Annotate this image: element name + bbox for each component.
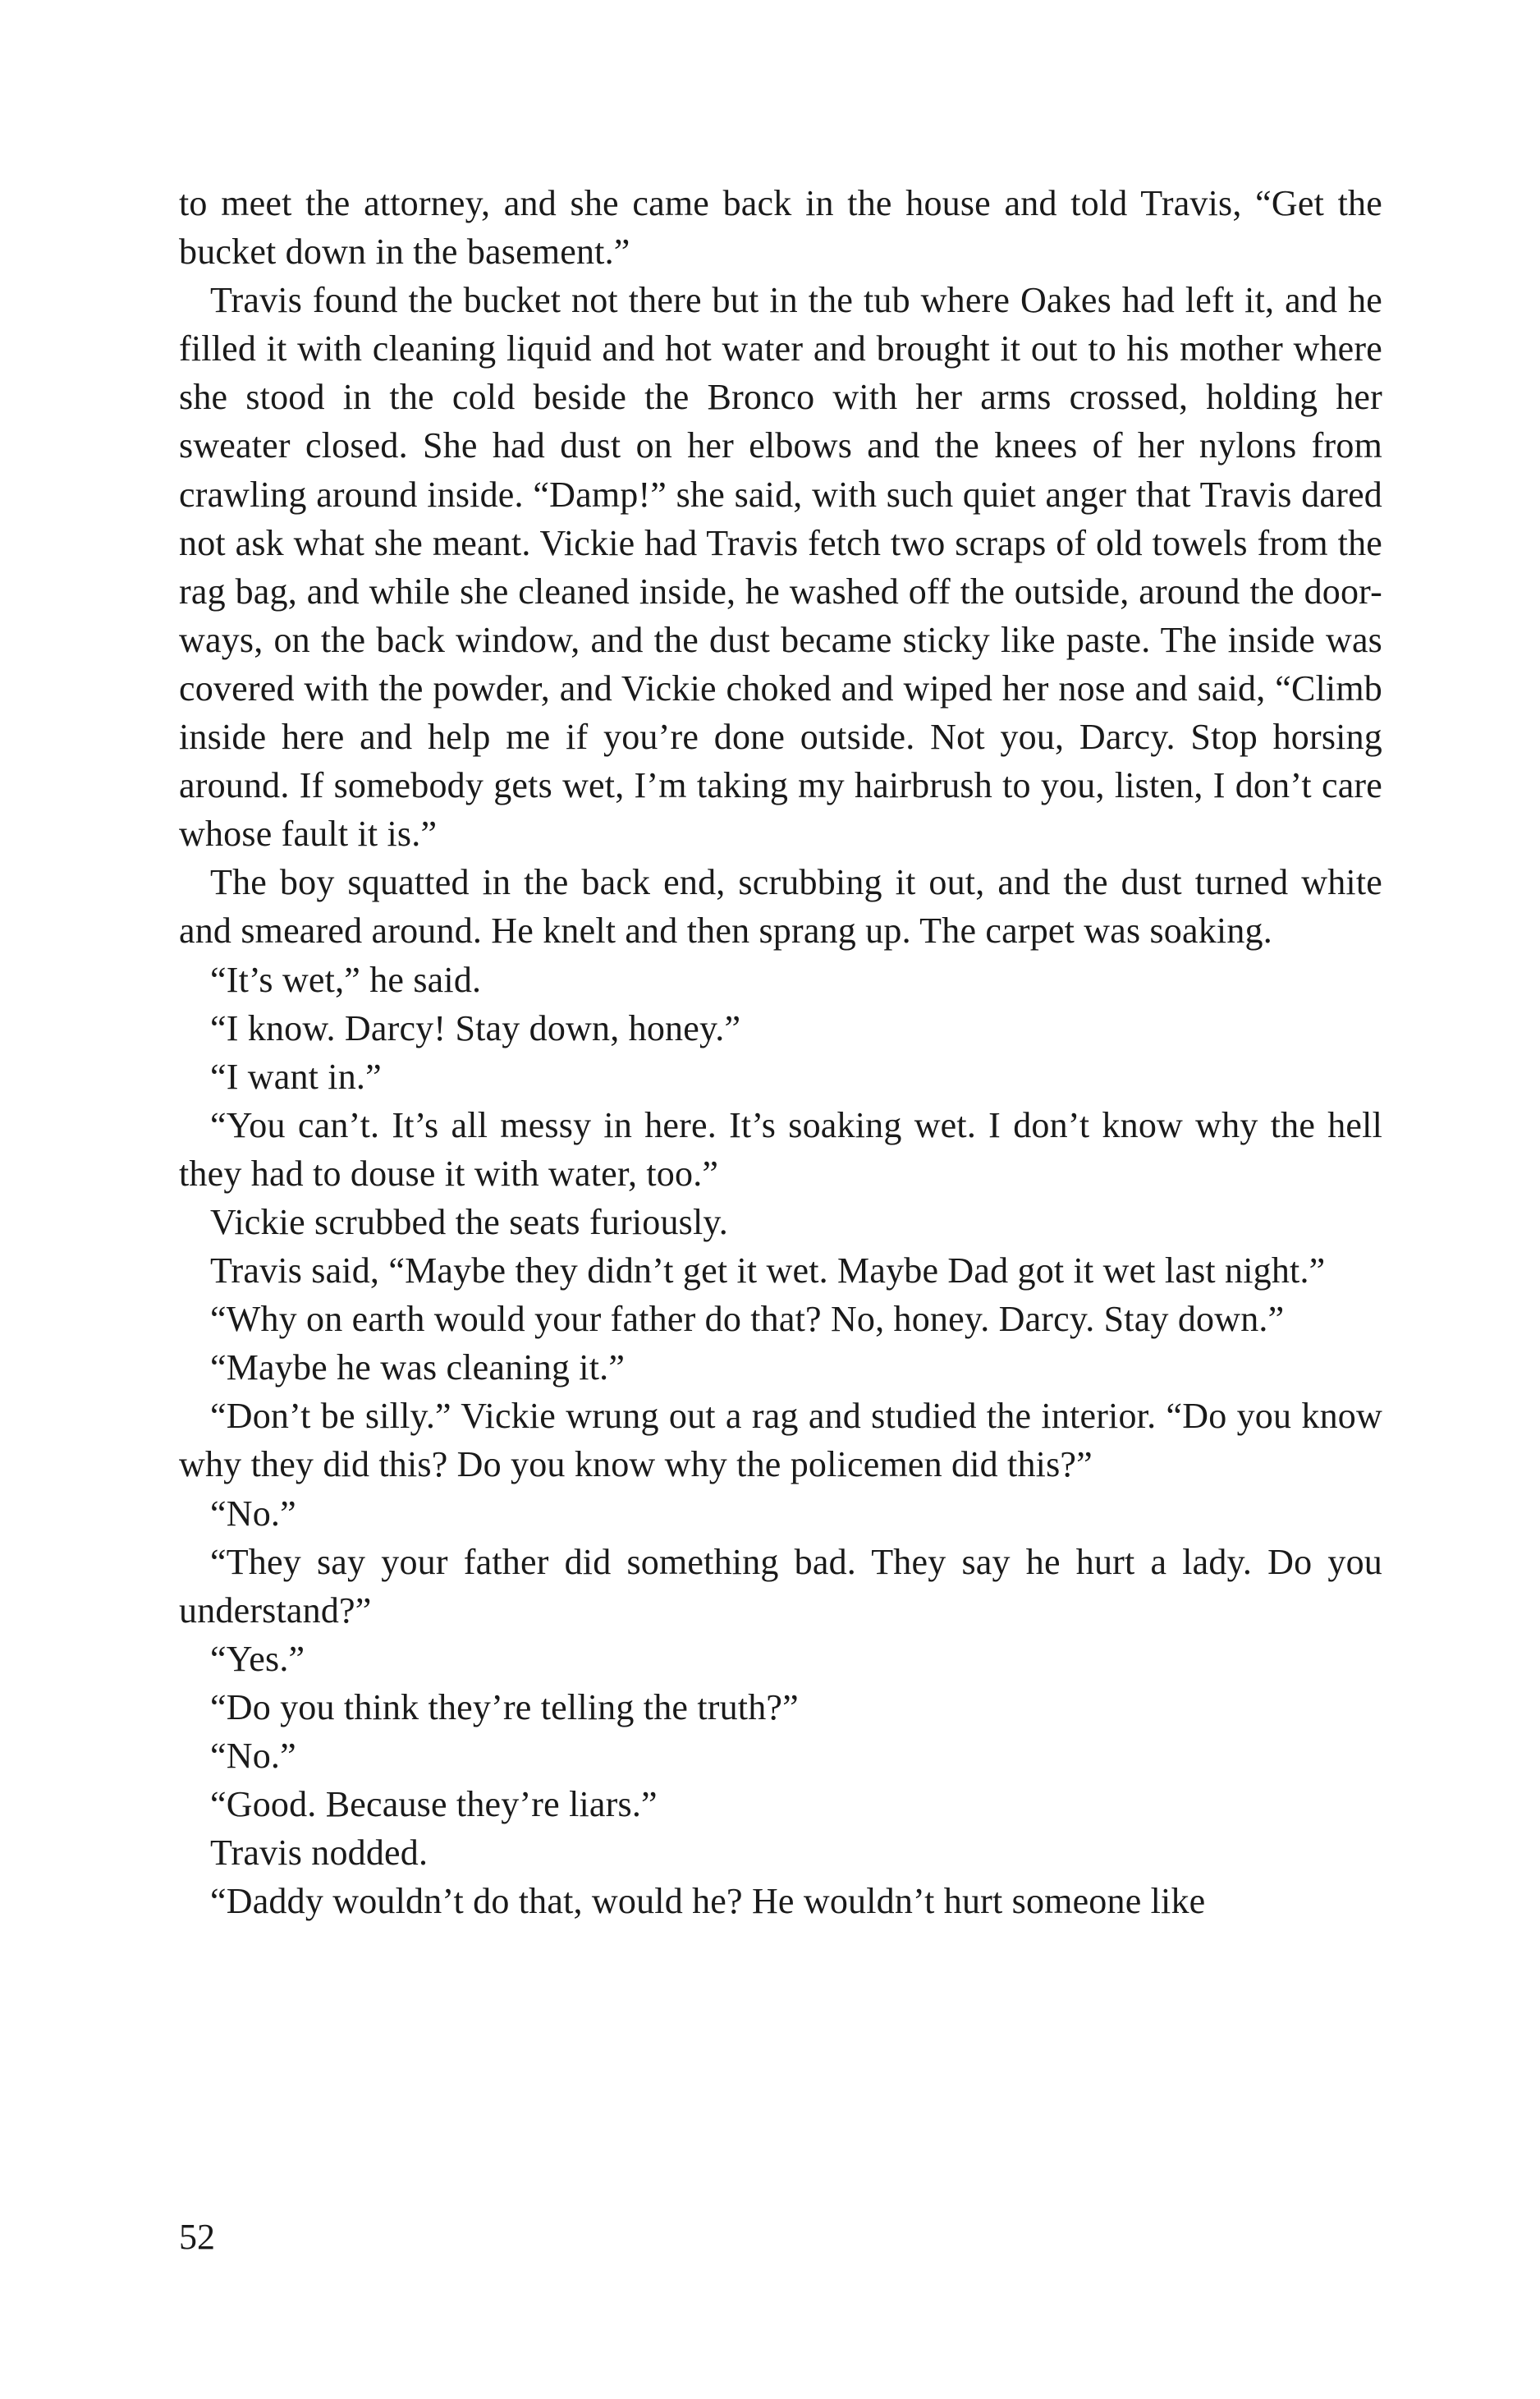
- paragraph: “Yes.”: [210, 1638, 305, 1679]
- paragraph: “Why on earth would your father do that? No, honey. Darcy. Stay down.”: [210, 1299, 1285, 1340]
- paragraph: “I want in.”: [210, 1056, 382, 1097]
- paragraph: Travis said, “Maybe they didn’t get it wet. Maybe Dad got it wet last night.”: [210, 1250, 1326, 1291]
- body-text: [179, 179, 1382, 1925]
- paragraph: “Do you think they’re telling the truth?”: [210, 1686, 799, 1727]
- paragraph: “Daddy wouldn’t do that, would he? He wouldn’t hurt someone like: [210, 1881, 1206, 1922]
- paragraph: Travis nodded.: [210, 1833, 429, 1874]
- paragraph: The boy squatted in the back end, scrubbing it out, and the dust turned white and smeared around. He knelt and then sprang up. The carpet was soaking.: [179, 862, 1382, 952]
- paragraph: “It’s wet,” he said.: [210, 959, 482, 1000]
- paragraph: “I know. Darcy! Stay down, honey.”: [210, 1007, 741, 1048]
- paragraph: “Good. Because they’re liars.”: [210, 1784, 658, 1825]
- paragraph: “No.”: [210, 1736, 296, 1776]
- paragraph: Travis found the bucket not there but in the tub where Oakes had left it, and he filled it with cleaning liquid and hot water and brought it out to his mother where she stood in the cold beside the Bronco with her arms crossed, holding her sweater closed. She had dust on her elbows and the knees of her nylons from crawling around inside. “Damp!” she said, with such quiet anger that Travis dared not ask what she meant. Vickie had Travis fetch two scraps of old towels from the rag bag, and while she cleaned inside, he washed off the outside, around the door-ways, on the back window, and the dust became sticky like paste. The inside was covered with the powder, and Vickie choked and wiped her nose and said, “Climb inside here and help me if you’re done outside. Not you, Darcy. Stop horsing around. If somebody gets wet, I’m taking my hairbrush to you, listen, I don’t care whose fault it is.”: [179, 280, 1382, 855]
- page-number: 52: [179, 2217, 215, 2257]
- paragraph: “You can’t. It’s all messy in here. It’s soaking wet. I don’t know why the hell they had to douse it with water, too.”: [179, 1104, 1382, 1194]
- paragraph: “They say your father did something bad. They say he hurt a lady. Do you understand?”: [179, 1541, 1382, 1631]
- paragraph: to meet the attorney, and she came back in the house and told Travis, “Get the bucket down in the basement.”: [179, 183, 1382, 273]
- paragraph: “Don’t be silly.” Vickie wrung out a rag and studied the interior. “Do you know why they did this? Do you know why the policemen did this?”: [179, 1396, 1382, 1485]
- paragraph: “No.”: [210, 1493, 296, 1534]
- paragraph: Vickie scrubbed the seats furiously.: [210, 1201, 728, 1242]
- paragraph: “Maybe he was cleaning it.”: [210, 1347, 626, 1388]
